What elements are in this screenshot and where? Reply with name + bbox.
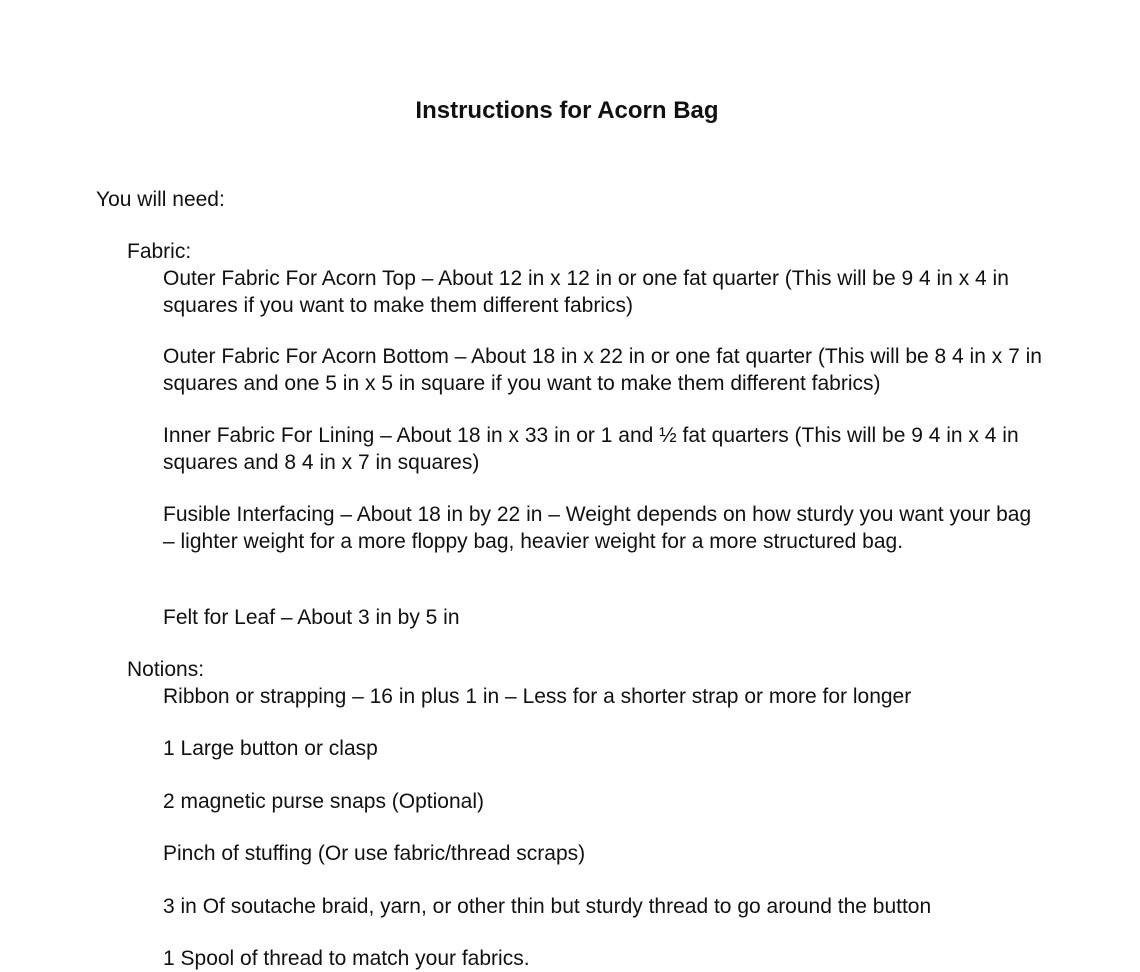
notions-item-button: 1 Large button or clasp <box>163 737 378 760</box>
fabric-section-label: Fabric: <box>127 240 192 263</box>
fabric-item-outer-bottom: Outer Fabric For Acorn Bottom – About 18 in x 22 in or one fat quarter (This will be 8 4 in x 7 in squares and one 5 in x 5 in square if you want to make them different fabrics) <box>163 345 1042 395</box>
notions-item-braid: 3 in Of soutache braid, yarn, or other thin but sturdy thread to go around the button <box>163 895 932 918</box>
fabric-item-outer-top: Outer Fabric For Acorn Top – About 12 in x 12 in or one fat quarter (This will be 9 4 in x 4 in squares if you want to make them different fabrics) <box>163 267 1009 317</box>
notions-item-ribbon: Ribbon or strapping – 16 in plus 1 in – Less for a shorter strap or more for longer <box>163 685 912 708</box>
notions-item-thread: 1 Spool of thread to match your fabrics. <box>163 947 530 970</box>
fabric-item-felt: Felt for Leaf – About 3 in by 5 in <box>163 606 460 629</box>
fabric-item-interfacing: Fusible Interfacing – About 18 in by 22 in – Weight depends on how sturdy you want your bag – lighter weight for a more floppy bag, heavier weight for a more structured bag. <box>163 503 1032 553</box>
document-title: Instructions for Acorn Bag <box>415 97 719 124</box>
notions-item-snaps: 2 magnetic purse snaps (Optional) <box>163 790 484 813</box>
intro-text: You will need: <box>96 188 225 211</box>
notions-item-stuffing: Pinch of stuffing (Or use fabric/thread scraps) <box>163 842 586 865</box>
fabric-item-lining: Inner Fabric For Lining – About 18 in x 33 in or 1 and ½ fat quarters (This will be 9 4 in x 4 in squares and 8 4 in x 7 in squares) <box>163 424 1019 474</box>
notions-section-label: Notions: <box>127 658 205 681</box>
